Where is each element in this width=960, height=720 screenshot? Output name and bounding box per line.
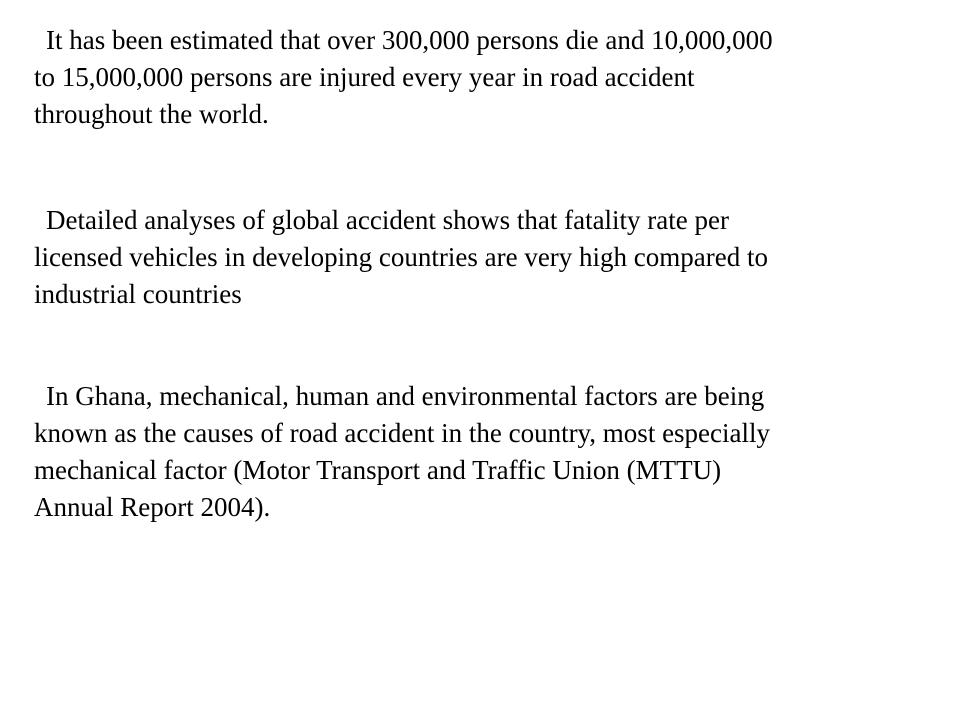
text-line-content: In Ghana, mechanical, human and environmental factors are being xyxy=(46,381,765,411)
paragraph-ghana-accident-causes xyxy=(34,378,946,526)
paragraph-fatality-rate-analysis xyxy=(34,202,946,313)
text-line: known as the causes of road accident in the country, most especially xyxy=(34,418,771,448)
text-line: licensed vehicles in developing countries are very high compared to xyxy=(34,242,768,272)
text-line: mechanical factor (Motor Transport and Traffic Union (MTTU) xyxy=(34,455,722,485)
paragraph-road-accident-global-statistics xyxy=(34,22,946,133)
text-line: throughout the world. xyxy=(34,99,269,129)
text-line xyxy=(34,202,946,239)
text-line-content: Detailed analyses of global accident shows that fatality rate per xyxy=(46,205,729,235)
text-line: to 15,000,000 persons are injured every year in road accident xyxy=(34,62,695,92)
text-line-content: It has been estimated that over 300,000 persons die and 10,000,000 xyxy=(46,25,773,55)
text-line: industrial countries xyxy=(34,279,242,309)
text-line xyxy=(34,22,946,59)
text-line: Annual Report 2004). xyxy=(34,492,271,522)
text-line xyxy=(34,378,946,415)
